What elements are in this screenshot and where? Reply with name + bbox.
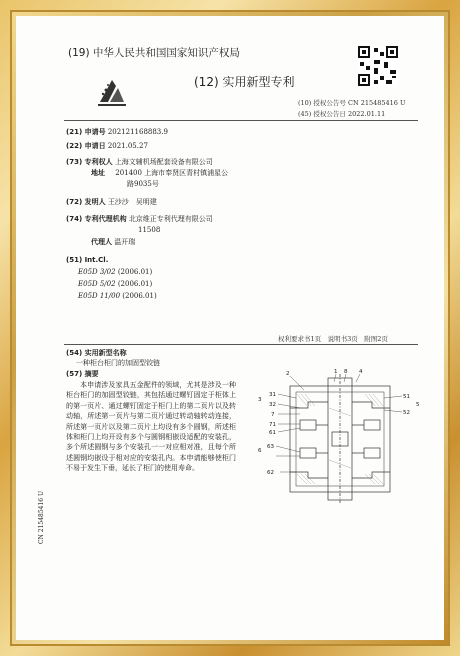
intcl-date: (2006.01): [117, 280, 153, 288]
document-type: (12) 实用新型专利: [194, 75, 295, 89]
frame-border-inner: [12, 12, 448, 644]
agent-row: [91, 238, 135, 247]
address-row: [91, 169, 228, 178]
owner-row: [66, 158, 213, 167]
hinge-drawing: [256, 368, 424, 508]
drawing-label: 6: [258, 448, 262, 454]
grant-number: CN 215485416 U: [348, 99, 406, 107]
intcl-date: (2006.01): [117, 268, 153, 276]
header-divider: [64, 120, 418, 121]
grant-date-row: [298, 109, 385, 118]
address-line-2: 路9035号: [127, 180, 159, 188]
agent: 温开瑞: [114, 238, 136, 246]
intcl-code: E05D 3/02: [78, 268, 116, 276]
side-publication-number: CN 215485416 U: [38, 490, 45, 544]
drawing-label: 61: [269, 430, 276, 436]
application-date: 2021.05.27: [107, 142, 148, 150]
frame-border: [10, 10, 450, 646]
application-number-label: (21) 申请号: [66, 128, 106, 136]
cnipa-emblem-icon: [94, 76, 130, 112]
intcl-code: E05D 5/02: [78, 280, 116, 288]
intcl-date: (2006.01): [122, 292, 157, 300]
drawing-label: 32: [269, 402, 276, 408]
grant-date-label: (45) 授权公告日: [298, 110, 346, 118]
office-name: (19) 中华人民共和国国家知识产权局: [68, 47, 240, 59]
owner: 上海文辅机场配套设备有限公司: [114, 158, 213, 166]
grant-number-label: (10) 授权公告号: [298, 99, 346, 107]
application-date-label: (22) 申请日: [66, 142, 106, 150]
owner-label: (73) 专利权人: [66, 158, 113, 166]
pages-info: 权利要求书1页 说明书3页 附图2页: [278, 335, 388, 343]
application-number: 202121168883.9: [107, 128, 168, 136]
drawing-label: 2: [286, 371, 290, 377]
patent-page: [16, 16, 444, 640]
agency: 北京维正专利代理有限公司: [128, 215, 213, 223]
application-number-row: [66, 128, 168, 137]
grant-number-row: [298, 98, 406, 107]
drawing-label: 5: [416, 402, 420, 408]
intcl-label: (51) Int.Cl.: [66, 256, 109, 264]
drawing-label: 62: [267, 470, 274, 476]
grant-date: 2022.01.11: [348, 110, 386, 118]
abstract-text: 本申请涉及家具五金配件的领域，尤其是涉及一种柜台柜门的加固型铰链，其包括通过螺钉固定于柜体上的第一页片、通过螺钉固定于柜门上的第二页片以及转动轴，所述第一页片与第二页片通过转动轴转动连接，所述第一页片以及第二页片上均设有多个圆钢，所述柜体和柜门上均开设有多个与圆钢相嵌设适配的安装孔，多个所述圆钢与多个安装孔一一对应相对准，且每个所述圆钢均嵌设于相对应的安装孔内。本申请能够使柜门不易于发生下垂，延长了柜门的使用寿命。: [66, 381, 236, 473]
intcl-row-3: [78, 292, 157, 301]
agency-label: (74) 专利代理机构: [66, 215, 127, 223]
drawing-label: 71: [269, 422, 276, 428]
address-line-1: 201400 上海市奉贤区青村镇浦星公: [115, 169, 229, 177]
address-label: 地址: [91, 169, 105, 177]
abstract-label: (57) 摘要: [66, 370, 99, 378]
drawing-label: 51: [403, 394, 410, 400]
drawing-label: 63: [267, 444, 274, 450]
drawing-label: 52: [403, 410, 410, 416]
intcl-row-1: [78, 268, 152, 277]
inventor: 王沙沙 吴明建: [107, 198, 157, 206]
drawing-label: 3: [258, 397, 262, 403]
drawing-label: 4: [359, 369, 363, 375]
utility-model-title: 一种柜台柜门的加固型铰链: [76, 359, 160, 367]
inventor-label: (72) 发明人: [66, 198, 106, 206]
drawing-label: 1: [334, 369, 338, 375]
title-label: (54) 实用新型名称: [66, 349, 127, 357]
agent-label: 代理人: [91, 238, 112, 246]
agency-row: [66, 215, 213, 224]
intcl-row-2: [78, 280, 152, 289]
intcl-code: E05D 11/00: [78, 292, 121, 300]
drawing-label: 31: [269, 392, 276, 398]
application-date-row: [66, 142, 148, 151]
agency-code: 11508: [138, 226, 161, 234]
drawing-label: 7: [271, 412, 275, 418]
drawing-label: 8: [344, 369, 348, 375]
inventor-row: [66, 198, 157, 207]
body-divider: [64, 344, 418, 345]
qr-code-icon: [358, 46, 398, 86]
